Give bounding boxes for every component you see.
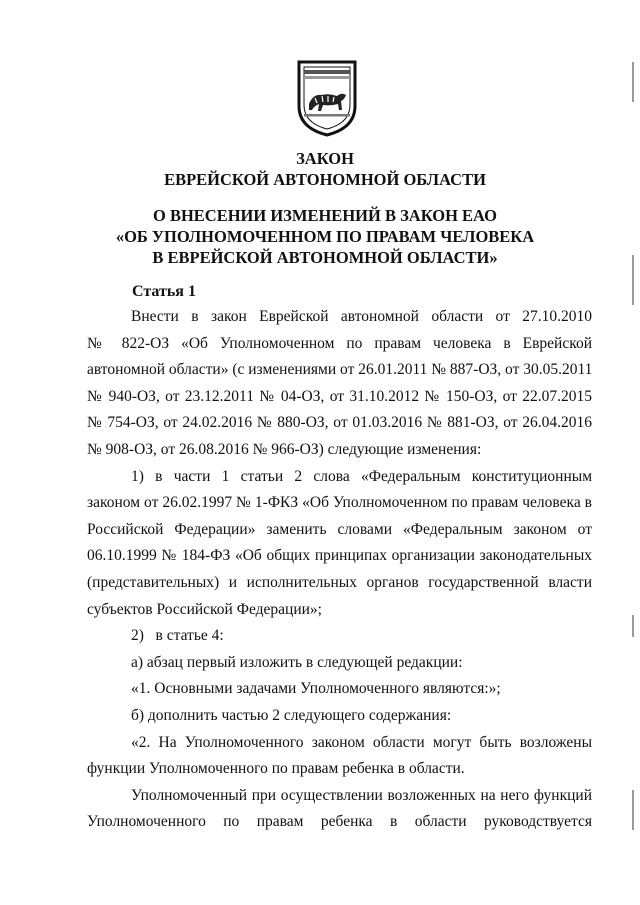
title-line: О ВНЕСЕНИИ ИЗМЕНЕНИЙ В ЗАКОН ЕАО — [153, 206, 497, 225]
law-label: ЗАКОН — [296, 149, 354, 168]
scan-edge-mark — [632, 255, 634, 305]
law-heading — [60, 148, 590, 190]
title-line: «ОБ УПОЛНОМОЧЕННОМ ПО ПРАВАМ ЧЕЛОВЕКА — [115, 227, 535, 246]
body-line: законом от 26.02.1997 № 1-ФКЗ «Об Уполномоченном по правам человека в — [87, 494, 592, 512]
title-line: В ЕВРЕЙСКОЙ АВТОНОМНОЙ ОБЛАСТИ» — [152, 248, 498, 267]
body-line: № 940-ОЗ, от 23.12.2011 № 04-ОЗ, от 31.10.2012 № 150-ОЗ, от 22.07.2015 — [87, 387, 592, 405]
body-line: № 754-ОЗ, от 24.02.2016 № 880-ОЗ, от 01.03.2016 № 881-ОЗ, от 26.04.2016 — [87, 414, 592, 432]
body-line: функции Уполномоченного по правам ребенка в области. — [87, 760, 465, 778]
law-title — [60, 205, 590, 268]
body-line: Уполномоченного по правам ребенка в области руководствуется — [87, 813, 592, 831]
body-line: автономной области» (с изменениями от 26.01.2011 № 887-ОЗ, от 30.05.2011 — [87, 361, 593, 379]
body-line: 2) в статье 4: — [131, 627, 224, 645]
article-body — [87, 304, 592, 836]
region-coat-of-arms-icon — [295, 58, 359, 138]
body-line: 1) в части 1 статьи 2 слова «Федеральным конституционным — [131, 467, 592, 485]
body-line: «1. Основными задачами Уполномоченного являются:»; — [131, 680, 501, 698]
body-line: Уполномоченный при осуществлении возложенных на него функций — [131, 786, 592, 804]
region-label: ЕВРЕЙСКОЙ АВТОНОМНОЙ ОБЛАСТИ — [164, 170, 486, 189]
scan-edge-mark — [632, 615, 634, 637]
body-line: Российской Федерации» заменить словами «Федеральным законом от — [87, 520, 592, 538]
body-line: № 822-ОЗ «Об Уполномоченном по правам человека в Еврейской — [87, 334, 592, 352]
article-heading: Статья 1 — [132, 283, 196, 300]
body-line: а) абзац первый изложить в следующей редакции: — [131, 653, 463, 671]
body-line: 06.10.1999 № 184-ФЗ «Об общих принципах организации законодательных — [87, 547, 592, 565]
body-line: Внести в закон Еврейской автономной области от 27.10.2010 — [131, 308, 592, 325]
body-line: (представительных) и исполнительных органов государственной власти — [87, 573, 592, 591]
scan-edge-mark — [632, 62, 634, 102]
body-line: б) дополнить частью 2 следующего содержания: — [131, 706, 452, 724]
body-line: № 908-ОЗ, от 26.08.2016 № 966-ОЗ) следующие изменения: — [87, 440, 482, 458]
body-line: субъектов Российской Федерации»; — [87, 600, 322, 618]
body-line: «2. На Уполномоченного законом области могут быть возложены — [131, 733, 592, 751]
scan-edge-mark — [632, 790, 634, 830]
